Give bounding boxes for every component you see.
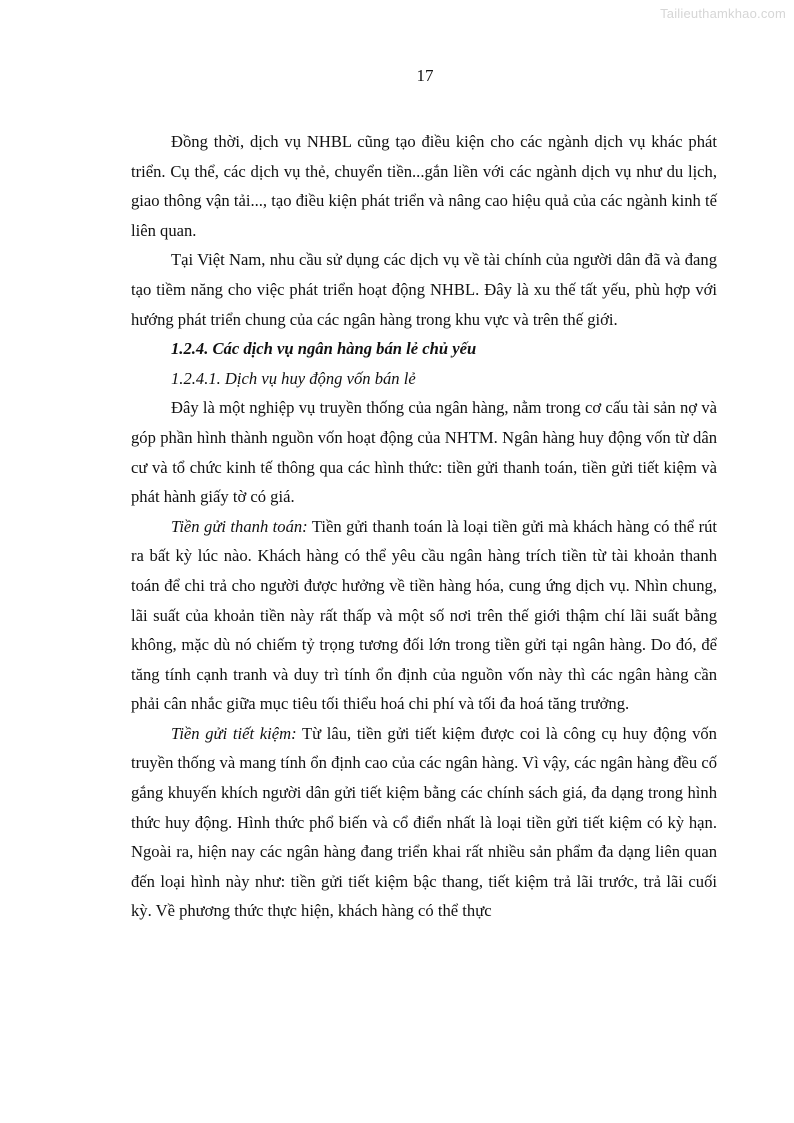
subsection-heading: 1.2.4.1. Dịch vụ huy động vốn bán lẻ bbox=[171, 368, 416, 388]
paragraph-4-lead: Tiền gửi thanh toán: bbox=[171, 516, 308, 536]
paragraph-2: Tại Việt Nam, nhu cầu sử dụng các dịch vụ về tài chính của người dân đã và đang tạo tiềm năng cho việc phát triển hoạt động NHBL. Đây là xu thế tất yếu, phù hợp với hướng phát triển chung của các ngân hàng trong khu vực và trên thế giới. bbox=[131, 250, 717, 329]
page-number: 17 bbox=[416, 66, 434, 85]
paragraph-1: Đồng thời, dịch vụ NHBL cũng tạo điều kiện cho các ngành dịch vụ khác phát triển. Cụ thể, các dịch vụ thẻ, chuyển tiền...gắn liền với các ngành dịch vụ như du lịch, giao thông vận tải..., tạo điều kiện phát triển và nâng cao hiệu quả của các ngành kinh tế liên quan. bbox=[131, 132, 717, 240]
paragraph-4 bbox=[131, 512, 717, 719]
paragraph-5-lead: Tiền gửi tiết kiệm: bbox=[171, 723, 297, 743]
paragraph-3: Đây là một nghiệp vụ truyền thống của ngân hàng, nằm trong cơ cấu tài sản nợ và góp phần hình thành nguồn vốn hoạt động của NHTM. Ngân hàng huy động vốn từ dân cư và tổ chức kinh tế thông qua các hình thức: tiền gửi thanh toán, tiền gửi tiết kiệm và phát hành giấy tờ có giá. bbox=[131, 398, 717, 507]
section-heading: 1.2.4. Các dịch vụ ngân hàng bán lẻ chủ yếu bbox=[171, 339, 477, 359]
paragraph-5 bbox=[131, 719, 717, 926]
paragraph-4-text: Tiền gửi thanh toán là loại tiền gửi mà khách hàng có thể rút ra bất kỳ lúc nào. Khách hàng có thể yêu cầu ngân hàng trích tiền từ tài khoản thanh toán để chi trả cho người được hưởng về tiền hàng hóa, cung ứng dịch vụ. Nhìn chung, lãi suất của khoản tiền này rất thấp và một số nơi trên thế giới thậm chí lãi suất bằng không, mặc dù nó chiếm tỷ trọng tương đối lớn trong tiền gửi tại ngân hàng. Do đó, để tăng tính cạnh tranh và duy trì tính ổn định của nguồn vốn này thì các ngân hàng cần phải cân nhắc giữa mục tiêu tối thiểu hoá chi phí và tối đa hoá tăng trưởng. bbox=[131, 516, 717, 714]
document-body bbox=[131, 127, 717, 926]
paragraph-5-text: Từ lâu, tiền gửi tiết kiệm được coi là công cụ huy động vốn truyền thống và mang tính ổn định cao của các ngân hàng. Vì vậy, các ngân hàng đều cố gắng khuyến khích người dân gửi tiết kiệm bằng các chính sách giá, đa dạng trong hình thức huy động. Hình thức phổ biến và cổ điển nhất là loại tiền gửi tiết kiệm có kỳ hạn. Ngoài ra, hiện nay các ngân hàng đang triển khai rất nhiều sản phẩm đa dạng liên quan đến loại hình này như: tiền gửi tiết kiệm bậc thang, tiết kiệm trả lãi trước, trả lãi cuối kỳ. Về phương thức thực hiện, khách hàng có thể thực bbox=[131, 723, 717, 921]
watermark-text: Tailieuthamkhao.com bbox=[660, 6, 786, 21]
